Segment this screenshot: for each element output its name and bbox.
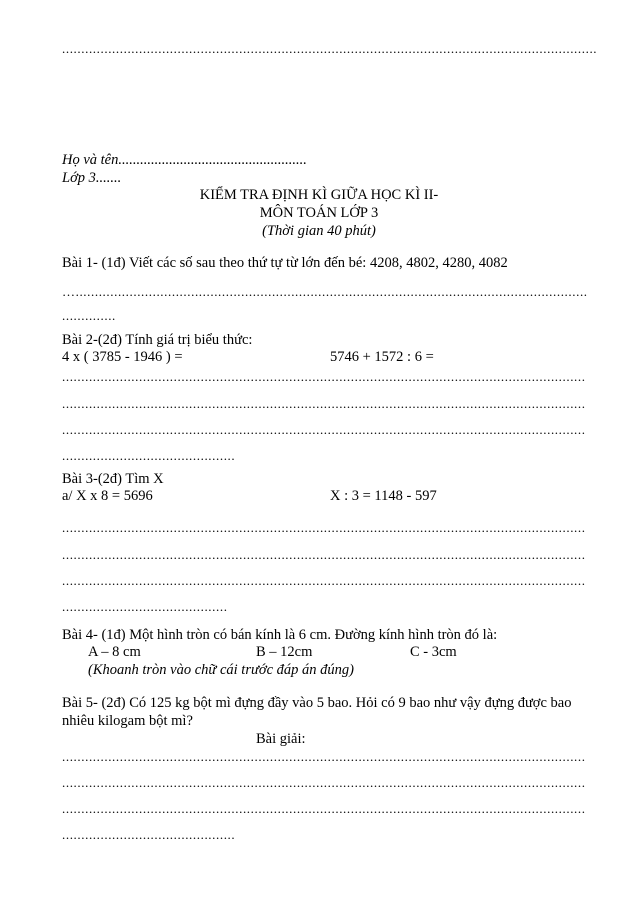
bai2-expression-b: 5746 + 1572 : 6 = bbox=[330, 349, 434, 365]
bai2-answer-line: ........................................................................................................................................ bbox=[62, 369, 586, 384]
bai5-text-cont: nhiêu kilogam bột mì? bbox=[62, 713, 193, 729]
bai5-answer-line: ........................................................................................................................................ bbox=[62, 749, 586, 764]
duration-note: (Thời gian 40 phút) bbox=[262, 223, 376, 239]
bai3-expression-a: a/ X x 8 = 5696 bbox=[62, 488, 153, 504]
top-dotted-line: ........................................................................................................................................... bbox=[62, 41, 598, 56]
bai1-answer-line: …..................................................................................................................................... bbox=[62, 284, 588, 299]
subject-title: MÔN TOÁN LỚP 3 bbox=[259, 205, 379, 221]
bai3-answer-line: ........................................................................................................................................ bbox=[62, 547, 586, 562]
bai1-text: Bài 1- (1đ) Viết các số sau theo thứ tự từ lớn đến bé: 4208, 4802, 4280, 4082 bbox=[62, 255, 508, 271]
bai3-answer-line: ........................................................................................................................................ bbox=[62, 573, 586, 588]
bai5-solution-label: Bài giải: bbox=[256, 731, 306, 747]
student-name-label: Họ và tên.................................................... bbox=[62, 152, 307, 168]
bai2-answer-line: ........................................................................................................................................ bbox=[62, 396, 586, 411]
bai3-answer-line: ........................................................................................................................................ bbox=[62, 520, 586, 535]
bai5-answer-line: ........................................................................................................................................ bbox=[62, 801, 586, 816]
bai5-answer-line-end: ............................................. bbox=[62, 827, 236, 842]
bai5-answer-line: ........................................................................................................................................ bbox=[62, 775, 586, 790]
bai4-option-b[interactable]: B – 12cm bbox=[256, 644, 313, 660]
bai2-title: Bài 2-(2đ) Tính giá trị biểu thức: bbox=[62, 332, 253, 348]
bai1-answer-line-end: .............. bbox=[62, 308, 116, 323]
bai3-answer-line-end: ........................................... bbox=[62, 599, 228, 614]
bai2-answer-line: ........................................................................................................................................ bbox=[62, 422, 586, 437]
bai3-title: Bài 3-(2đ) Tìm X bbox=[62, 471, 164, 487]
bai4-instruction: (Khoanh tròn vào chữ cái trước đáp án đúng) bbox=[88, 662, 354, 678]
bai4-text: Bài 4- (1đ) Một hình tròn có bán kính là 6 cm. Đường kính hình tròn đó là: bbox=[62, 627, 498, 643]
bai4-option-c[interactable]: C - 3cm bbox=[410, 644, 457, 660]
bai3-expression-b: X : 3 = 1148 - 597 bbox=[330, 488, 437, 504]
bai2-expression-a: 4 x ( 3785 - 1946 ) = bbox=[62, 349, 183, 365]
bai2-answer-line-end: ............................................. bbox=[62, 448, 236, 463]
student-class-label: Lớp 3....... bbox=[62, 170, 122, 186]
bai4-option-a[interactable]: A – 8 cm bbox=[88, 644, 141, 660]
bai5-text: Bài 5- (2đ) Có 125 kg bột mì đựng đầy vào 5 bao. Hỏi có 9 bao như vậy đựng được bao bbox=[62, 695, 572, 711]
page-title: KIỂM TRA ĐỊNH KÌ GIỮA HỌC KÌ II- bbox=[199, 187, 439, 203]
